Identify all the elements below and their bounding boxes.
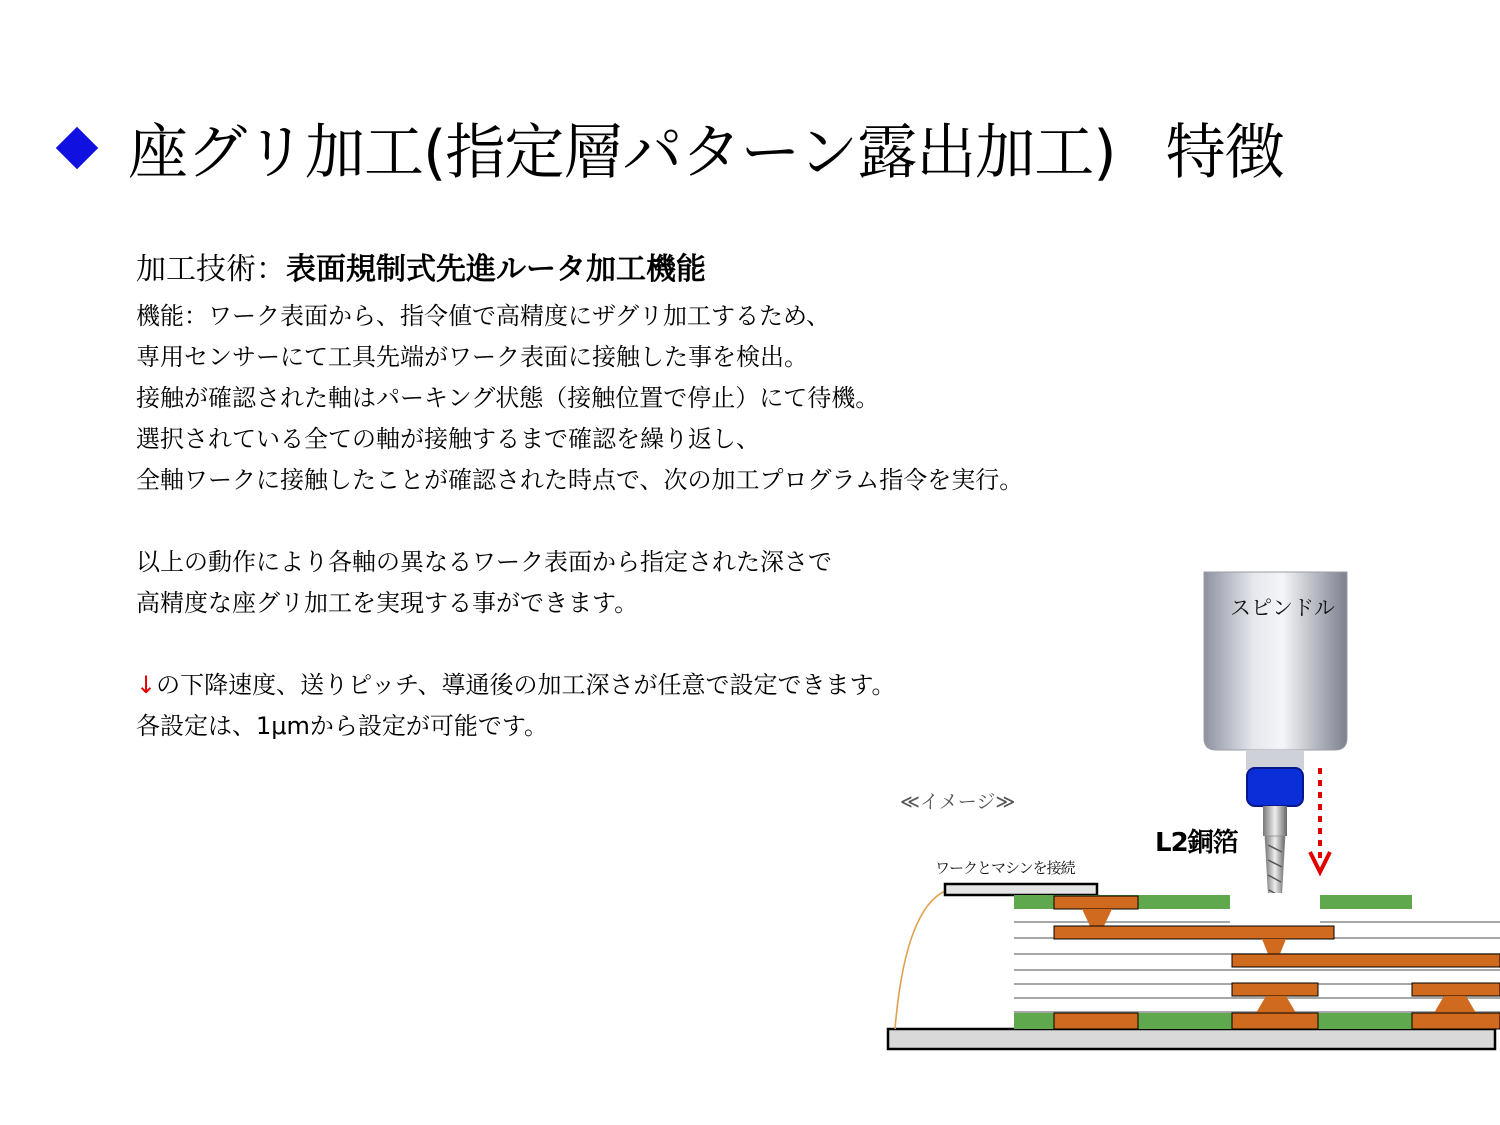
technique-value: 表面規制式先進ルータ加工機能	[286, 252, 706, 287]
spindle-label: スピンドル	[1230, 597, 1335, 620]
result-line-2: 高精度な座グリ加工を実現する事ができます。	[136, 589, 639, 617]
tool-holder-nozzle	[1247, 768, 1303, 806]
connection-wire	[895, 891, 945, 1029]
connect-label: ワークとマシンを接続	[935, 859, 1075, 877]
machine-base	[888, 1029, 1495, 1049]
down-arrow-icon: ↓	[136, 671, 157, 699]
l2-foil-label: L2銅箔	[1155, 828, 1238, 858]
tool-collet	[1263, 806, 1287, 836]
settings-line-2: 各設定は、1μmから設定が可能です。	[136, 712, 548, 740]
pcb-stack	[1014, 893, 1500, 1029]
technique-label: 加工技術：	[136, 252, 286, 287]
function-line-2: 専用センサーにて工具先端がワーク表面に接触した事を検出。	[136, 343, 808, 371]
result-line-1: 以上の動作により各軸の異なるワーク表面から指定された深さで	[136, 548, 832, 576]
title-sub: 特徴	[1165, 118, 1284, 188]
title-main: 座グリ加工(指定層パターン露出加工)	[128, 118, 1116, 188]
function-line-1: 機能：ワーク表面から、指令値で高精度にザグリ加工するため、	[136, 302, 831, 330]
diamond-bullet-icon	[56, 127, 98, 169]
slide-title	[54, 108, 1284, 188]
router-diagram	[870, 560, 1500, 1080]
technique-line	[136, 250, 1196, 296]
function-line-4: 選択されている全ての軸が接触するまで確認を繰り返し、	[136, 425, 760, 453]
function-line-5: 全軸ワークに接触したことが確認された時点で、次の加工プログラム指令を実行。	[136, 466, 1024, 494]
connector-plate	[945, 884, 1097, 895]
function-line-3: 接触が確認された軸はパーキング状態（接触位置で停止）にて待機。	[136, 384, 880, 412]
l2-copper-foil	[1054, 926, 1334, 939]
settings-line-1-text: の下降速度、送りピッチ、導通後の加工深さが任意で設定できます。	[156, 671, 896, 699]
image-label: ≪イメージ≫	[900, 791, 1016, 813]
